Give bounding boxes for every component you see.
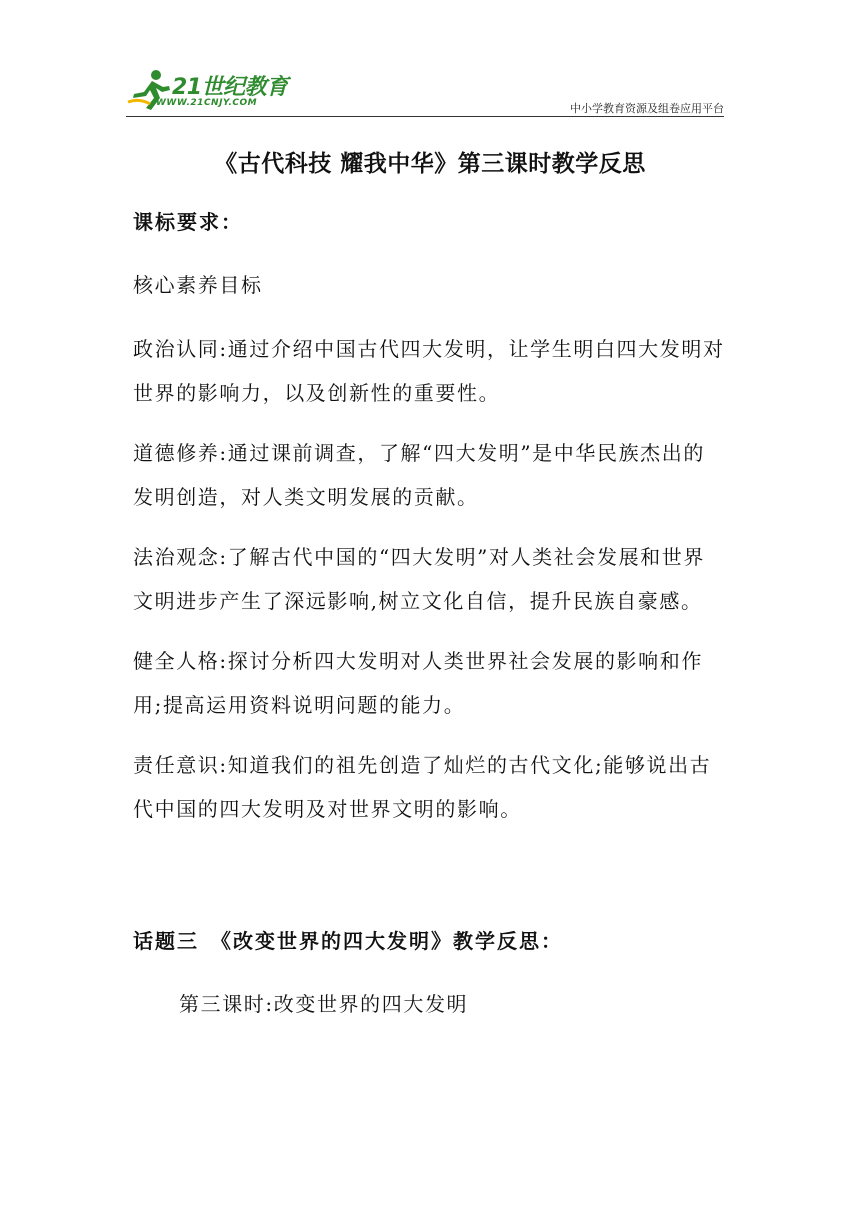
logo xyxy=(126,66,296,116)
lesson-line: 第三课时:改变世界的四大发明 xyxy=(179,992,469,1016)
core-goal-line: 核心素养目标 xyxy=(133,273,263,297)
curriculum-heading: 课标要求： xyxy=(133,210,243,234)
page-header xyxy=(126,66,724,118)
platform-tagline: 中小学教育资源及组卷应用平台 xyxy=(570,102,724,115)
topic-heading: 话题三 《改变世界的四大发明》教学反思： xyxy=(133,929,563,953)
politics-paragraph: 政治认同:通过介绍中国古代四大发明，让学生明白四大发明对世界的影响力，以及创新性的重要性。 xyxy=(133,337,725,405)
document-body xyxy=(133,206,725,1026)
personality-paragraph: 健全人格:探讨分析四大发明对人类世界社会发展的影响和作用;提高运用资料说明问题的能力。 xyxy=(133,649,703,717)
logo-url: WWW.21CNJY.COM xyxy=(156,98,258,108)
header-divider xyxy=(126,116,724,117)
law-paragraph: 法治观念:了解古代中国的“四大发明”对人类社会发展和世界文明进步产生了深远影响,树立文化自信，提升民族自豪感。 xyxy=(133,545,705,613)
responsibility-paragraph: 责任意识:知道我们的祖先创造了灿烂的古代文化;能够说出古代中国的四大发明及对世界文明的影响。 xyxy=(133,753,712,821)
document-title: 《古代科技 耀我中华》第三课时教学反思 xyxy=(214,151,646,177)
morality-paragraph: 道德修养:通过课前调查，了解“四大发明”是中华民族杰出的发明创造，对人类文明发展的贡献。 xyxy=(133,441,705,509)
logo-text: 21世纪教育 xyxy=(172,75,288,100)
